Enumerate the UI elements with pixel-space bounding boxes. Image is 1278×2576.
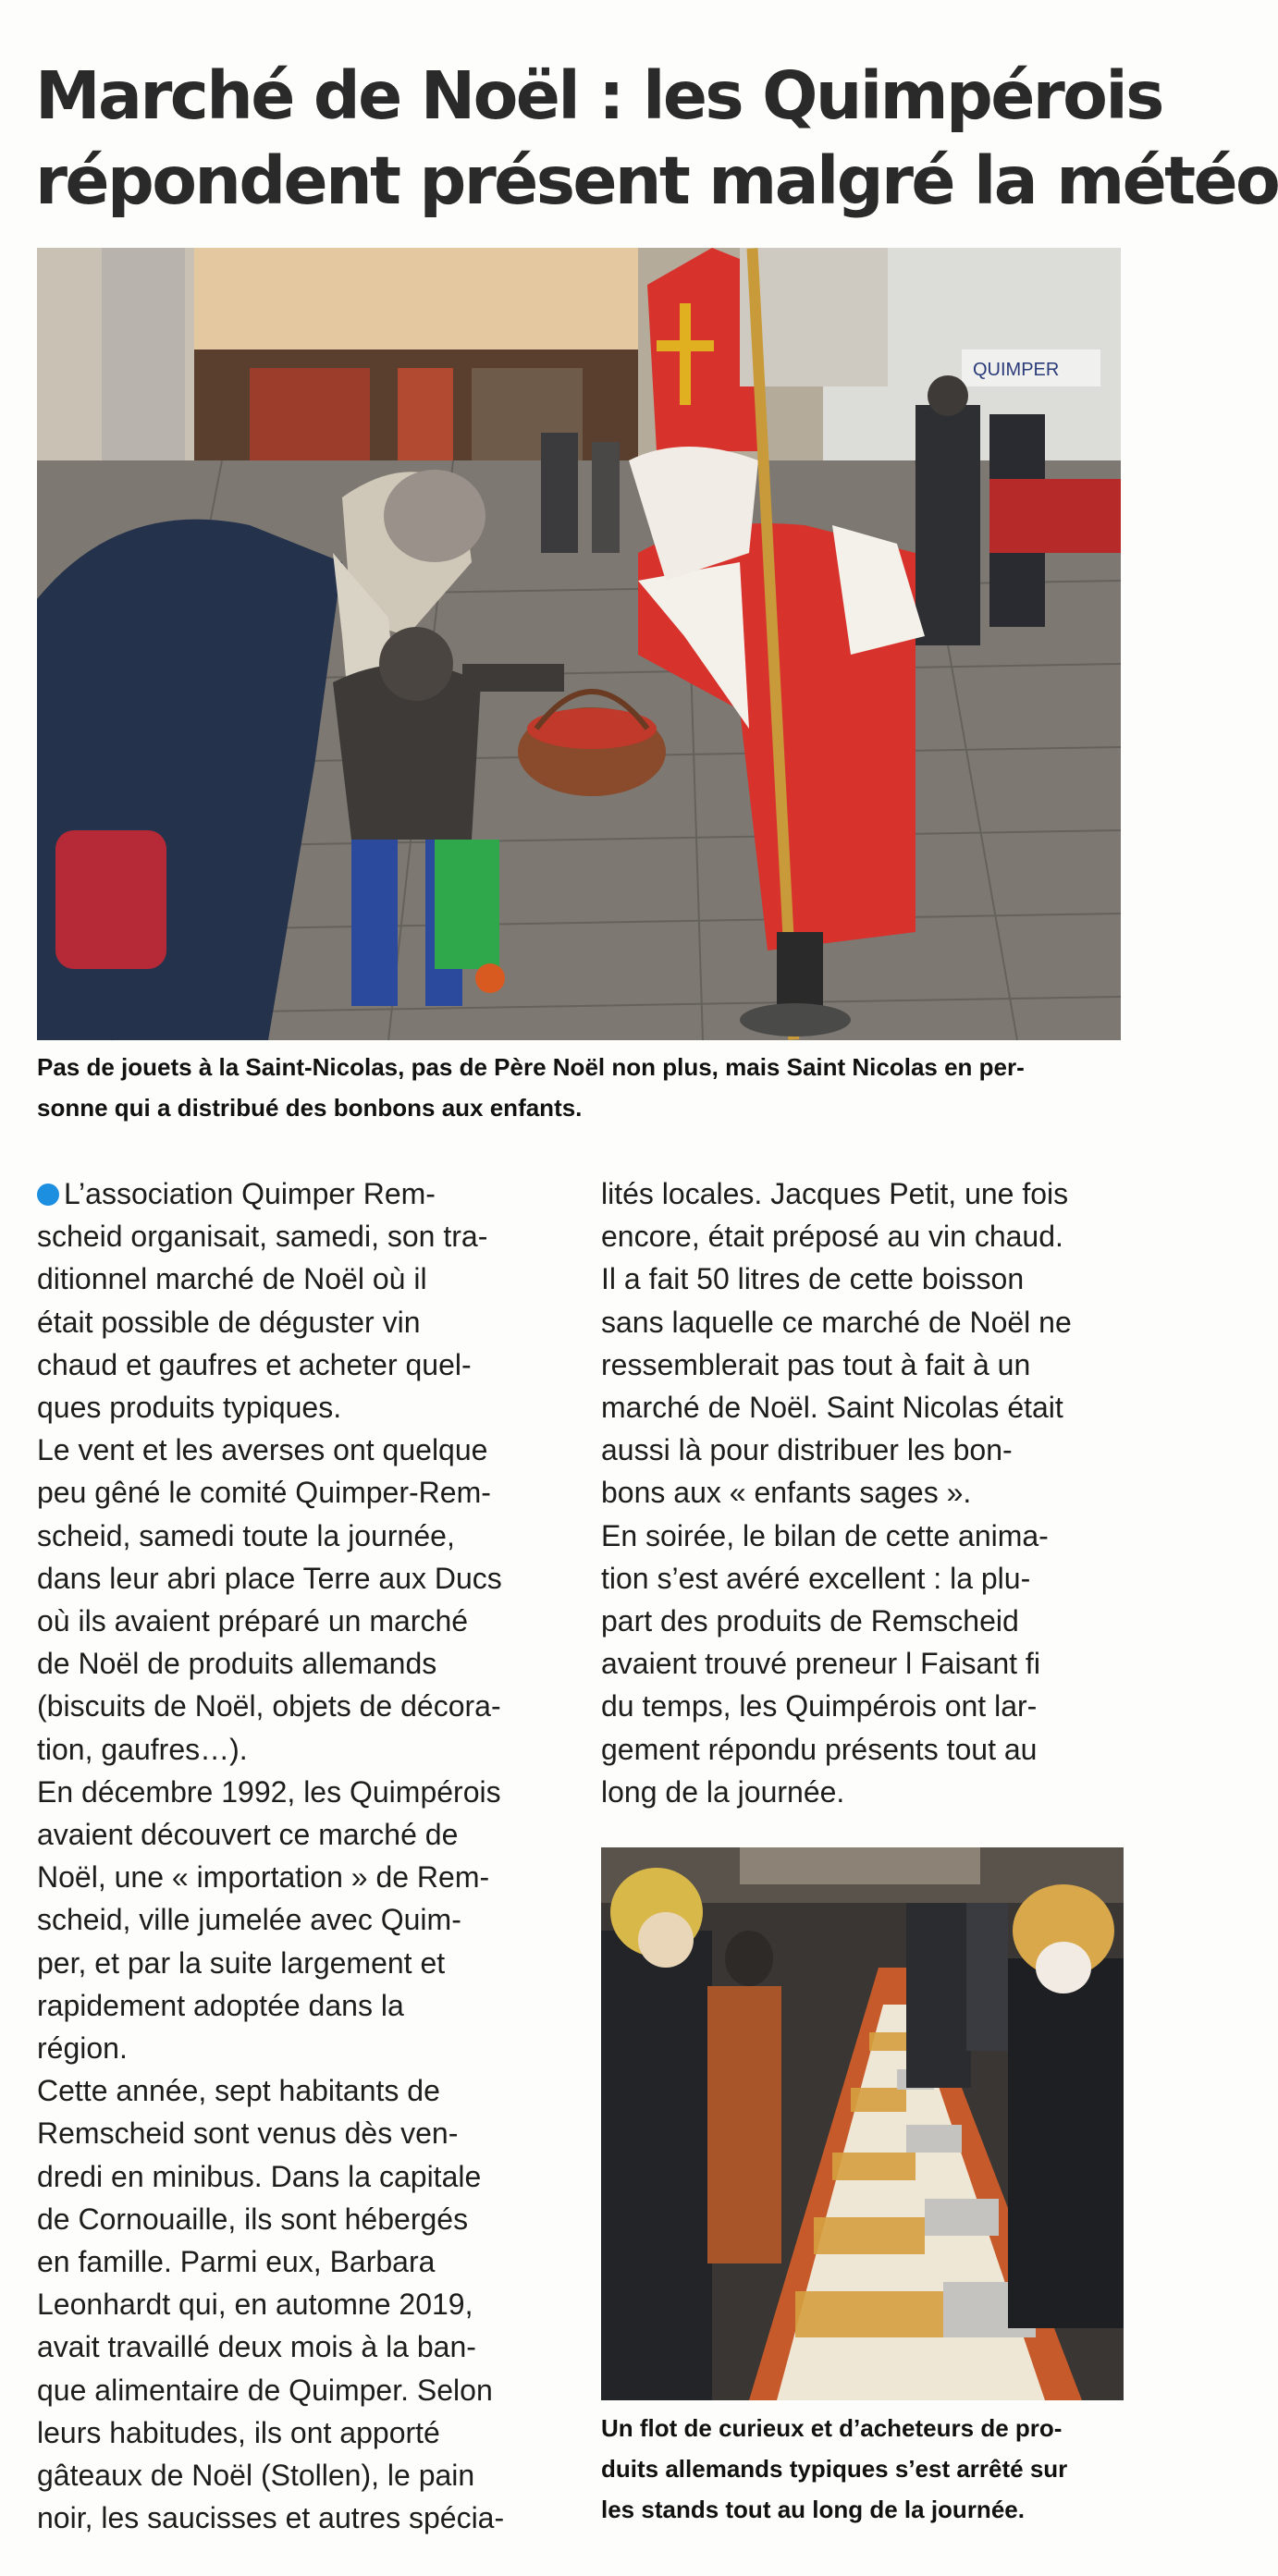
text-line: de Cornouaille, ils sont hébergés [37,2202,469,2236]
text-line: per, et par la suite largement et [37,1945,446,1980]
text-line: gement répondu présents tout au [601,1732,1038,1766]
text-line: sans laquelle ce marché de Noël ne [601,1305,1072,1339]
text-line: ressemblerait pas tout à fait à un [601,1347,1031,1381]
text-line: Noël, une « importation » de Rem- [37,1860,490,1895]
text-line: dans leur abri place Terre aux Ducs [37,1561,502,1595]
text-line: que alimentaire de Quimper. Selon [37,2373,493,2407]
text-line: gâteaux de Noël (Stollen), le pain [37,2459,475,2493]
text-line: ditionnel marché de Noël où il [37,1262,427,1296]
text-line: où ils avaient préparé un marché [37,1604,469,1638]
text-line: tion s’est avéré excellent : la plu- [601,1561,1031,1595]
text-line: noir, les saucisses et autres spécia- [37,2501,505,2535]
text-line: En décembre 1992, les Quimpérois [37,1774,501,1809]
text-line: était possible de déguster vin [37,1305,421,1339]
text-line: région. [37,2031,128,2066]
photo1-caption-line: sonne qui a distribué des bonbons aux enfants. [37,1094,583,1122]
market-stall-photo [601,1847,1124,2400]
text-line: aussi là pour distribuer les bon- [601,1433,1013,1467]
text-line: peu gêné le comité Quimper-Rem- [37,1476,491,1510]
text-line: tion, gaufres…). [37,1732,248,1766]
text-line: En soirée, le bilan de cette anima- [601,1518,1049,1552]
text-line: en famille. Parmi eux, Barbara [37,2245,436,2279]
text-line: Leonhardt qui, en automne 2019, [37,2288,473,2322]
text-line: lités locales. Jacques Petit, une fois [601,1177,1069,1210]
text-line: bons aux « enfants sages ». [601,1476,972,1510]
text-line: scheid organisait, samedi, son tra- [37,1220,488,1254]
text-line: (biscuits de Noël, objets de décora- [37,1689,501,1723]
saint-nicolas-photo [37,248,1121,1040]
text-line: de Noël de produits allemands [37,1647,437,1681]
article-column-2 [601,1172,1124,1813]
text-line: scheid, ville jumelée avec Quim- [37,1903,461,1937]
text-line: Il a fait 50 litres de cette boisson [601,1262,1025,1296]
photo1-caption-line: Pas de jouets à la Saint-Nicolas, pas de Père Noël non plus, mais Saint Nicolas en per- [37,1053,1025,1081]
photo2-caption [601,2408,1128,2530]
market-sign: QUIMPER [973,360,1060,380]
text-line: scheid, samedi toute la journée, [37,1518,455,1552]
paragraph-bullet-icon [37,1184,59,1206]
text-line: avait travaillé deux mois à la ban- [37,2330,476,2364]
text-line: dredi en minibus. Dans la capitale [37,2159,482,2193]
article-headline [35,54,1278,224]
text-line: Remscheid sont venus dès ven- [37,2116,459,2151]
photo1-caption [37,1047,1128,1128]
text-line: part des produits de Remscheid [601,1604,1019,1638]
text-line: Le vent et les averses ont quelque [37,1433,488,1467]
text-line: encore, était préposé au vin chaud. [601,1220,1063,1254]
text-line: leurs habitudes, ils ont apporté [37,2415,440,2449]
text-line: L’association Quimper Rem- [37,1172,557,1215]
text-line: avaient découvert ce marché de [37,1818,459,1852]
photo2-caption-line: les stands tout au long de la journée. [601,2496,1025,2523]
headline-line-1: Marché de Noël : les Quimpérois [35,57,1162,134]
photo2-caption-line: duits allemands typiques s’est arrêté sur [601,2455,1068,2483]
photo2-caption-line: Un flot de curieux et d’acheteurs de pro- [601,2414,1063,2442]
text-line: avaient trouvé preneur l Faisant fi [601,1647,1040,1681]
text-line: marché de Noël. Saint Nicolas était [601,1391,1063,1425]
article-column-1 [37,1172,557,2540]
text-line: du temps, les Quimpérois ont lar- [601,1689,1038,1723]
text-line: chaud et gaufres et acheter quel- [37,1347,472,1381]
text-line: ques produits typiques. [37,1391,342,1425]
text-line: Cette année, sept habitants de [37,2074,440,2108]
text-line: rapidement adoptée dans la [37,1988,404,2022]
text-line: long de la journée. [601,1774,845,1809]
headline-line-2: répondent présent malgré la météo [35,142,1278,219]
